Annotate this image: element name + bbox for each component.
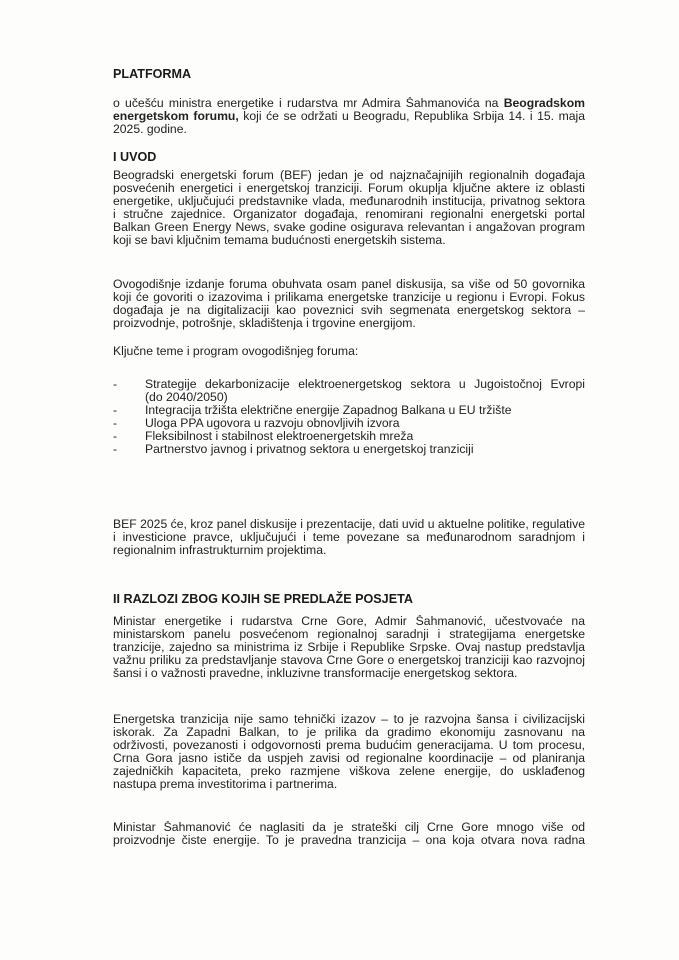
text-line: proizvodnje, potrošnje, skladištenja i trgovine energijom. (113, 316, 416, 330)
text-line: tranzicije, zajedno sa ministrima iz Srbije i Republike Srpske. Ovaj nastup predstavlja (113, 641, 585, 654)
dash-bullet-icon: - (113, 416, 118, 430)
paragraph (113, 278, 585, 330)
text-line: proizvodnje čiste energije. To je pravedna tranzicija – ona koja otvara nova radna (113, 834, 585, 847)
text-line: važnu priliku za predstavljanje stavova Crne Gore o energetskoj tranziciji kao razvojnoj (113, 654, 585, 667)
text-line: događaja je na digitalizaciji kao poveznici svih segmenata energetskog sektora – (113, 304, 585, 317)
text-line: Ovogodišnje izdanje foruma obuhvata osam panel diskusija, sa više od 50 govornika (113, 278, 585, 291)
bold-text: Beogradskom (503, 97, 585, 110)
text-line: (do 2040/2050) (145, 390, 228, 404)
text-line: Balkan Green Energy News, svake godine osigurava relevantan i angažovan program (113, 221, 585, 234)
dash-bullet-icon: - (113, 429, 118, 443)
text-line: ministarskom panelu posvećenom regionalnoj saradnji i strategijama energetske (113, 628, 585, 641)
list-item (113, 378, 585, 404)
text: koji će se održati u Beogradu, Republika Srbija 14. i 15. maja (238, 110, 585, 123)
section-heading-uvod: I UVOD (113, 150, 157, 164)
text-line: BEF 2025 će, kroz panel diskusije i prezentacije, dati uvid u aktuelne politike, regulative (113, 518, 585, 531)
text-line: održivosti, povezanosti i odgovornosti prema budućim generacijama. U tom procesu, (113, 739, 585, 752)
text-line: šansi i o važnosti pravedne, inkluzivne transformacije energetskog sektora. (113, 666, 518, 680)
text-line: Ministar energetike i rudarstva Crne Gore, Admir Šahmanović, učestvovaće na (113, 615, 585, 628)
text: 2025. godine. (113, 122, 187, 136)
text-line: Uloga PPA ugovora u razvoju obnovljivih izvora (145, 416, 400, 430)
topics-list (113, 378, 585, 456)
text-line: Energetska tranzicija nije samo tehnički izazov – to je razvojna šansa i civilizacijski (113, 713, 585, 726)
text-line: koji se bavi ključnim temama budućnosti energetskih sistema. (113, 233, 446, 247)
text-line: Integracija tržišta električne energije Zapadnog Balkana u EU tržište (145, 403, 512, 417)
text-line: Beogradski energetski forum (BEF) jedan je od najznačajnijih regionalnih događaja (113, 169, 585, 182)
paragraph (113, 713, 585, 791)
text-line (113, 97, 585, 110)
dash-bullet-icon: - (113, 403, 118, 417)
text-line: Partnerstvo javnog i privatnog sektora u energetskoj tranziciji (145, 442, 474, 456)
dash-bullet-icon: - (113, 442, 118, 456)
section-heading-razlozi: II RAZLOZI ZBOG KOJIH SE PREDLAŽE POSJETA (113, 592, 413, 606)
text-line: regionalnim infrastrukturnim projektima. (113, 543, 327, 557)
text-line: koji će govoriti o izazovima i prilikama energetske tranzicije u regionu i Evropi. Fokus (113, 291, 585, 304)
bold-text: energetskom forumu, (113, 110, 239, 123)
text-line: Crna Gora jasno ističe da uspjeh zavisi od regionalne koordinacije – od planiranja (113, 752, 585, 765)
text-line (113, 123, 585, 136)
text-line: energetike, uključujući predstavnike vlada, međunarodnih institucija, privatnog sektora (113, 195, 585, 208)
text-line: iskorak. Za Zapadni Balkan, to je prilika da gradimo ekonomiju zasnovanu na (113, 726, 585, 739)
text-line: zajedničkih kapaciteta, preko razmjene viškova zelene energije, do usklađenog (113, 765, 585, 778)
text-line: Ključne teme i program ovogodišnjeg foruma: (113, 344, 359, 358)
text-line: posvećenih energetici i energetskoj tranziciji. Forum okuplja ključne aktere iz oblasti (113, 182, 585, 195)
paragraph (113, 169, 585, 247)
paragraph (113, 518, 585, 557)
text-line: i stručne zajednice. Organizator događaja, renomirani regionalni energetski portal (113, 208, 585, 221)
text: o učešću ministra energetike i rudarstva mr Admira Šahmanovića na (113, 97, 504, 110)
text-line: Ministar Šahmanović će naglasiti da je strateški cilj Crne Gore mnogo više od (113, 821, 585, 834)
dash-bullet-icon: - (113, 377, 118, 391)
text-line: Strategije dekarbonizacije elektroenergetskog sektora u Jugoistočnoj Evropi (145, 378, 585, 391)
text-line: nastupa prema investitorima i partnerima. (113, 777, 338, 791)
list-item (113, 443, 585, 456)
text-line: i investicione pravce, uključujući i teme povezane sa međunarodnom saradnjom i (113, 531, 585, 544)
paragraph (113, 821, 585, 847)
intro-paragraph (113, 97, 585, 136)
paragraph (113, 615, 585, 680)
document-title: PLATFORMA (113, 67, 192, 81)
paragraph (113, 345, 585, 358)
text-line: Fleksibilnost i stabilnost elektroenergetskih mreža (145, 429, 414, 443)
